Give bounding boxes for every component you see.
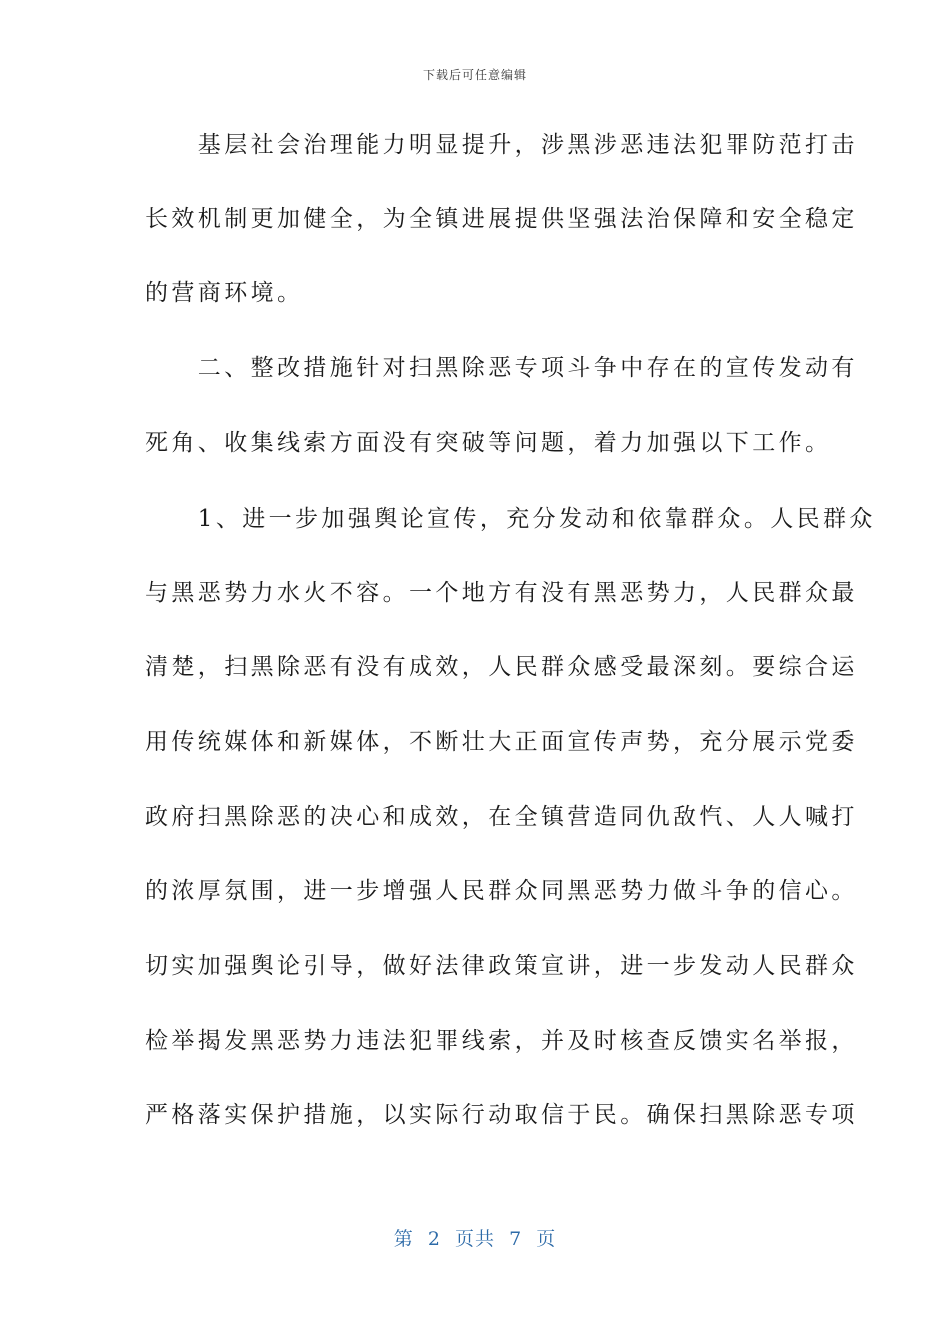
text-line: 用传统媒体和新媒体，不断壮大正面宣传声势，充分展示党委	[145, 729, 858, 755]
text-line: 严格落实保护措施，以实际行动取信于民。确保扫黑除恶专项	[145, 1102, 858, 1128]
text-line: 二、整改措施针对扫黑除恶专项斗争中存在的宣传发动有	[145, 355, 858, 381]
text-line: 切实加强舆论引导，做好法律政策宣讲，进一步发动人民群众	[145, 953, 858, 979]
page-number-footer: 第 2 页共 7 页	[393, 1228, 557, 1250]
text-line: 与黑恶势力水火不容。一个地方有没有黑恶势力，人民群众最	[145, 580, 858, 606]
text-line: 政府扫黑除恶的决心和成效，在全镇营造同仇敌忾、人人喊打	[145, 804, 858, 830]
header-note: 下载后可任意编辑	[422, 68, 527, 82]
text-line: 长效机制更加健全，为全镇进展提供坚强法治保障和安全稳定	[145, 206, 858, 232]
text-line: 1、进一步加强舆论宣传，充分发动和依靠群众。人民群众	[145, 506, 876, 532]
text-line: 的营商环境。	[145, 280, 304, 306]
text-line: 检举揭发黑恶势力违法犯罪线索，并及时核查反馈实名举报，	[145, 1028, 858, 1054]
text-line: 的浓厚氛围，进一步增强人民群众同黑恶势力做斗争的信心。	[145, 878, 858, 904]
text-line: 死角、收集线索方面没有突破等问题，着力加强以下工作。	[145, 430, 832, 456]
text-line: 清楚，扫黑除恶有没有成效，人民群众感受最深刻。要综合运	[145, 654, 858, 680]
text-line: 基层社会治理能力明显提升，涉黑涉恶违法犯罪防范打击	[145, 132, 858, 158]
